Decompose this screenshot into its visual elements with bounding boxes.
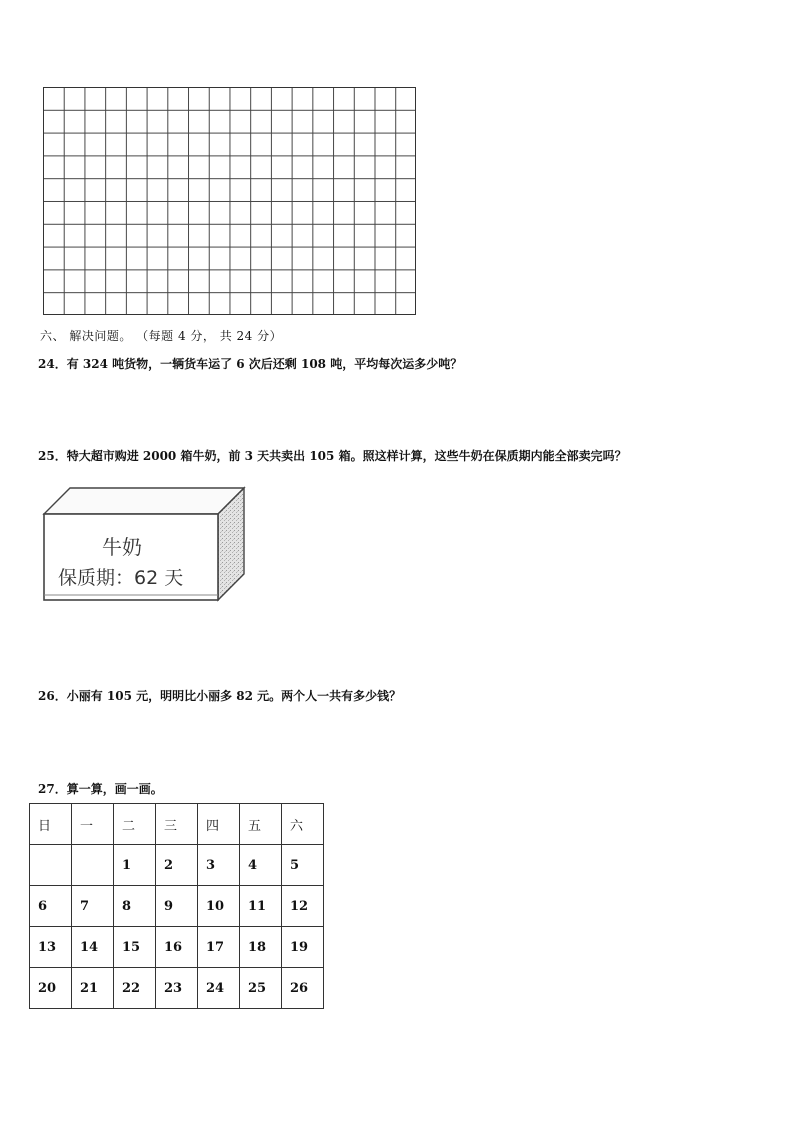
shelf-life-label: 保质期：62 天	[58, 567, 184, 589]
calendar-cell: 2	[156, 845, 198, 886]
calendar-cell: 21	[72, 968, 114, 1009]
calendar-row	[30, 845, 324, 886]
calendar-cell: 22	[114, 968, 156, 1009]
milk-box-illustration	[42, 486, 246, 602]
calendar-cell: 23	[156, 968, 198, 1009]
question-25: 25．特大超市购进 2000 箱牛奶，前 3 天共卖出 105 箱。照这样计算，这些牛奶在保质期内能全部卖完吗？	[38, 449, 627, 463]
weekday-header: 五	[240, 804, 282, 845]
calendar-cell	[72, 845, 114, 886]
weekday-header: 二	[114, 804, 156, 845]
calendar-cell: 15	[114, 927, 156, 968]
calendar-cell: 12	[282, 886, 324, 927]
calendar-cell: 7	[72, 886, 114, 927]
calendar-cell: 18	[240, 927, 282, 968]
calendar-cell: 16	[156, 927, 198, 968]
weekday-header: 一	[72, 804, 114, 845]
calendar-header-row	[30, 804, 324, 845]
calendar-cell: 6	[30, 886, 72, 927]
calendar-cell: 13	[30, 927, 72, 968]
calendar-row	[30, 886, 324, 927]
calendar-cell: 25	[240, 968, 282, 1009]
weekday-header: 四	[198, 804, 240, 845]
calendar-cell: 9	[156, 886, 198, 927]
section-heading: 六、 解决问题。 （每题 4 分， 共 24 分）	[40, 329, 283, 343]
weekday-header: 六	[282, 804, 324, 845]
calendar-cell: 20	[30, 968, 72, 1009]
calendar-cell: 14	[72, 927, 114, 968]
calendar-cell: 17	[198, 927, 240, 968]
calendar-cell: 10	[198, 886, 240, 927]
weekday-header: 三	[156, 804, 198, 845]
weekday-header: 日	[30, 804, 72, 845]
calendar-cell: 3	[198, 845, 240, 886]
calendar-cell: 1	[114, 845, 156, 886]
calendar-cell: 24	[198, 968, 240, 1009]
question-24: 24．有 324 吨货物，一辆货车运了 6 次后还剩 108 吨，平均每次运多少吨？	[38, 357, 463, 371]
calendar-cell: 19	[282, 927, 324, 968]
calendar-row	[30, 968, 324, 1009]
calendar-cell: 11	[240, 886, 282, 927]
calendar-cell: 8	[114, 886, 156, 927]
calendar-cell: 26	[282, 968, 324, 1009]
calendar-row	[30, 927, 324, 968]
question-27: 27．算一算，画一画。	[38, 782, 163, 796]
square-grid	[43, 87, 416, 315]
calendar-table	[29, 803, 324, 1009]
milk-label: 牛奶	[102, 535, 142, 559]
calendar-cell: 5	[282, 845, 324, 886]
question-26: 26．小丽有 105 元，明明比小丽多 82 元。两个人一共有多少钱？	[38, 689, 402, 703]
calendar-cell	[30, 845, 72, 886]
calendar-cell: 4	[240, 845, 282, 886]
